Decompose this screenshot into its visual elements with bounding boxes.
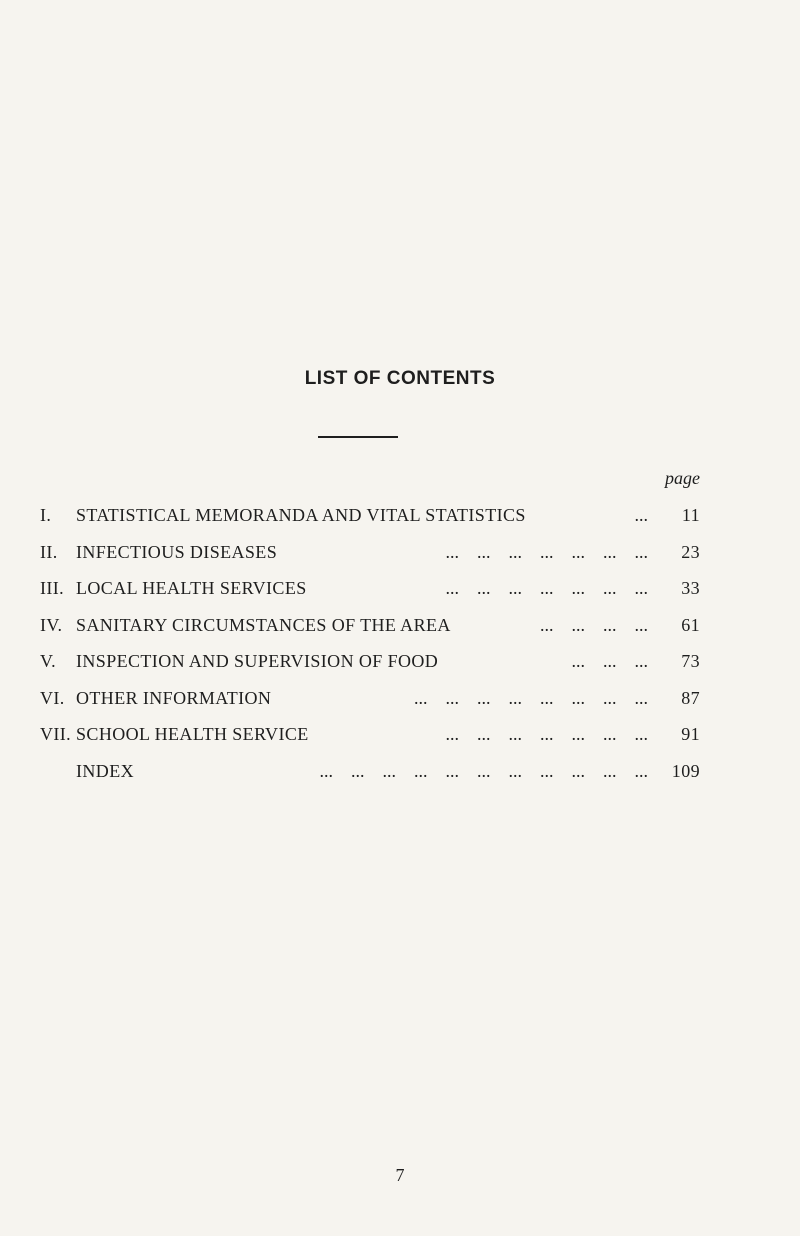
toc-leader-dots: ... ... ... ... ... ... ... ... ... ... ... xyxy=(319,760,648,781)
toc-leader-dots: ... ... ... ... ... ... ... xyxy=(445,578,648,598)
toc-entry-other-information[interactable] xyxy=(40,688,700,725)
toc-leader-dots: ... ... ... ... ... ... ... xyxy=(445,724,648,744)
toc-entry-title: OTHER INFORMATION xyxy=(76,687,272,708)
page-column-label: page xyxy=(665,468,700,488)
table-of-contents xyxy=(40,505,700,797)
toc-entry-title: INSPECTION AND SUPERVISION OF FOOD xyxy=(76,651,439,671)
toc-entry-number: II. xyxy=(40,541,58,562)
title-divider xyxy=(318,436,398,438)
toc-entry-page: 23 xyxy=(681,541,700,562)
toc-entry-title: LOCAL HEALTH SERVICES xyxy=(76,578,307,598)
page-number: 7 xyxy=(395,1165,405,1185)
toc-entry-number: VII. xyxy=(40,724,72,744)
toc-entry-title: INFECTIOUS DISEASES xyxy=(76,541,278,562)
toc-entry-statistical-memoranda[interactable] xyxy=(40,505,700,542)
toc-entry-number: V. xyxy=(40,651,56,671)
toc-leader-dots: ... ... ... xyxy=(571,651,648,671)
toc-leader-dots: ... ... ... ... ... ... ... xyxy=(445,541,648,562)
toc-entry-number: VI. xyxy=(40,687,65,708)
toc-entry-title: SCHOOL HEALTH SERVICE xyxy=(76,724,309,744)
toc-entry-number: III. xyxy=(40,578,65,598)
page-title: LIST OF CONTENTS xyxy=(304,368,496,389)
toc-entry-page: 109 xyxy=(671,760,700,781)
toc-entry-sanitary-circumstances[interactable] xyxy=(40,615,700,652)
toc-entry-title: SANITARY CIRCUMSTANCES OF THE AREA xyxy=(76,614,451,635)
toc-entry-index[interactable] xyxy=(40,761,700,798)
toc-leader-dots: ... xyxy=(634,505,648,525)
toc-entry-local-health-services[interactable] xyxy=(40,578,700,615)
toc-entry-page: 73 xyxy=(681,651,700,671)
toc-entry-title: STATISTICAL MEMORANDA AND VITAL STATISTICS xyxy=(76,505,526,525)
toc-entry-number: I. xyxy=(40,505,52,525)
toc-entry-school-health-service[interactable] xyxy=(40,724,700,761)
toc-leader-dots: ... ... ... ... ... ... ... ... xyxy=(414,687,648,708)
toc-entry-page: 61 xyxy=(681,614,700,635)
toc-entry-page: 87 xyxy=(681,687,700,708)
toc-entry-number: IV. xyxy=(40,614,63,635)
toc-entry-page: 91 xyxy=(681,724,700,744)
toc-entry-title: INDEX xyxy=(76,760,134,781)
toc-entry-page: 11 xyxy=(681,505,700,525)
toc-entry-page: 33 xyxy=(681,578,700,598)
toc-entry-inspection-of-food[interactable] xyxy=(40,651,700,688)
toc-leader-dots: ... ... ... ... xyxy=(540,614,648,635)
toc-entry-infectious-diseases[interactable] xyxy=(40,542,700,579)
